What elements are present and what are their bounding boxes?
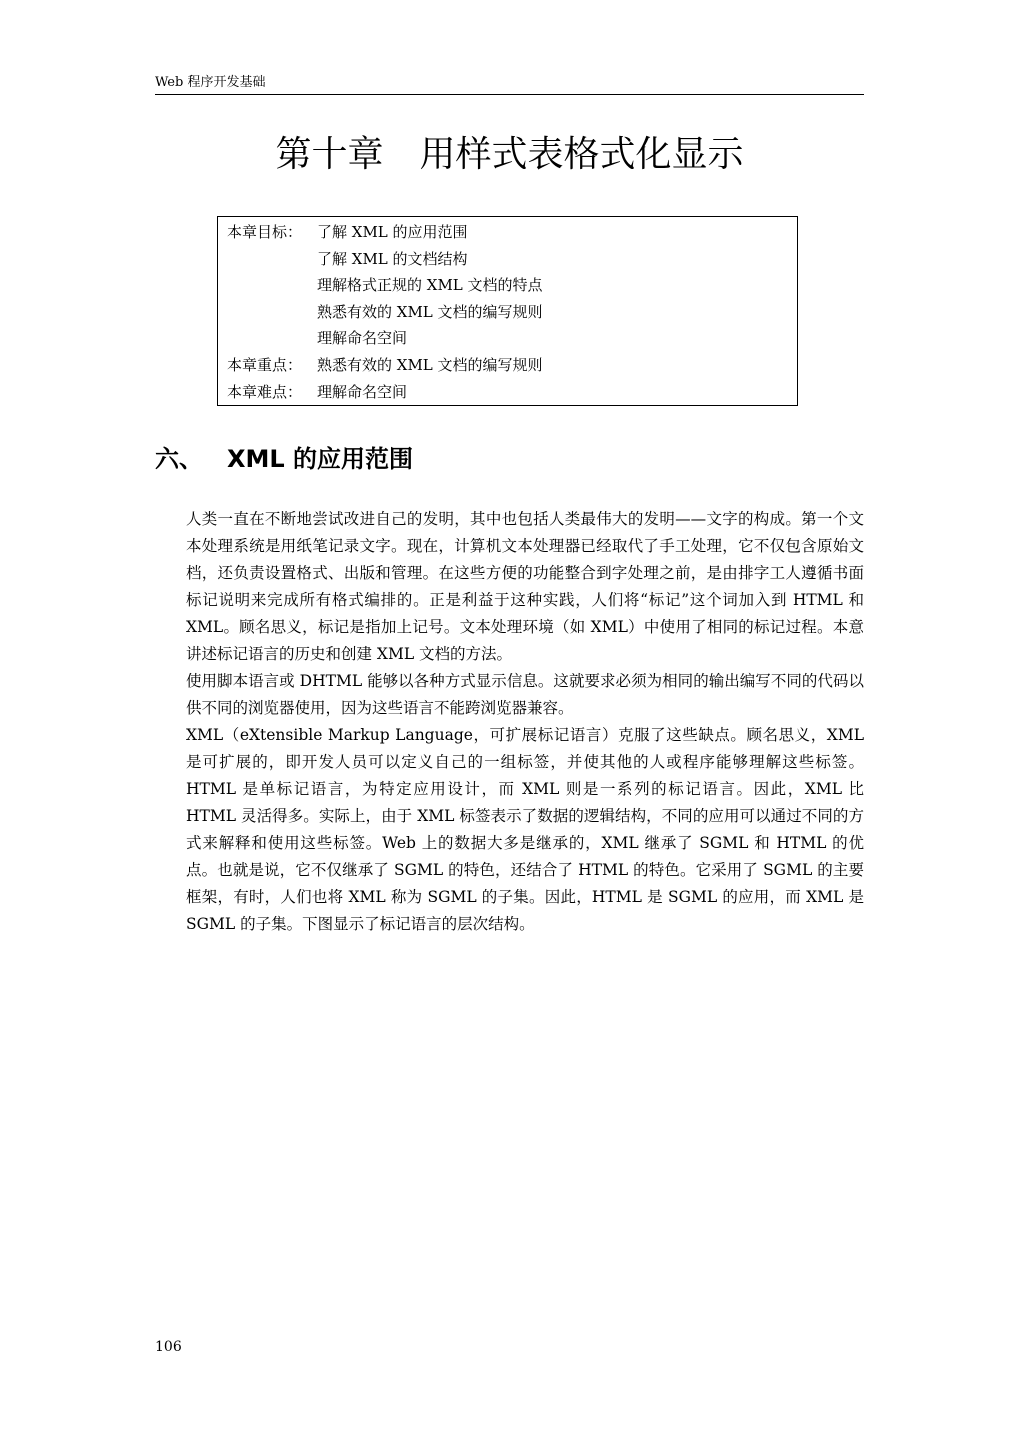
key-point-text: 熟悉有效的 XML 文档的编写规则: [317, 355, 543, 374]
page-number: 106: [155, 1339, 182, 1355]
goal-row: [227, 219, 797, 246]
goal-text: 了解 XML 的应用范围: [317, 223, 468, 241]
paragraph: 使用脚本语言或 DHTML 能够以各种方式显示信息。这就要求必须为相同的输出编写不同的代码以供不同的浏览器使用，因为这些语言不能跨浏览器兼容。: [186, 672, 864, 717]
section-number: 六、: [155, 445, 203, 473]
difficulty-text: 理解命名空间: [317, 382, 408, 401]
difficulty-label: 本章难点：: [227, 382, 303, 401]
goal-text: 熟悉有效的 XML 文档的编写规则: [317, 302, 543, 321]
goal-text: 理解命名空间: [317, 329, 408, 348]
section-heading: [155, 442, 413, 476]
section-title: XML 的应用范围: [227, 445, 414, 473]
body-text: [186, 506, 864, 938]
goal-text: 理解格式正规的 XML 文档的特点: [317, 276, 543, 295]
goal-row: [227, 325, 797, 352]
key-point-label: 本章重点：: [227, 355, 303, 374]
goal-text: 了解 XML 的文档结构: [317, 249, 468, 268]
goal-row: [227, 352, 797, 379]
goal-row: [227, 246, 797, 273]
running-header: Web 程序开发基础: [155, 74, 864, 95]
goal-row: [227, 379, 797, 406]
paragraph: 人类一直在不断地尝试改进自己的发明，其中也包括人类最伟大的发明——文字的构成。第一个文本处理系统是用纸笔记录文字。现在，计算机文本处理器已经取代了手工处理，它不仅包含原始文档，还负责设置格式、出版和管理。在这些方便的功能整合到字处理之前，是由排字工人遵循书面标记说明来完成所有格式编排的。正是利益于这种实践，人们将“标记”这个词加入到 HTML 和 XML。顾名思义，标记是指加上记号。文本处理环境（如 XML）中使用了相同的标记过程。本意讲述标记语言的历史和创建 XML 文档的方法。: [186, 510, 864, 663]
paragraph: XML（eXtensible Markup Language，可扩展标记语言）克服了这些缺点。顾名思义，XML 是可扩展的，即开发人员可以定义自己的一组标签，并使其他的人或程序能够理解这些标签。HTML 是单标记语言，为特定应用设计，而 XML 则是一系列的标记语言。因此，XML 比 HTML 灵活得多。实际上，由于 XML 标签表示了数据的逻辑结构，不同的应用可以通过不同的方式来解释和使用这些标签。Web 上的数据大多是继承的，XML 继承了 SGML 和 HTML 的优点。也就是说，它不仅继承了 SGML 的特色，还结合了 HTML 的特色。它采用了 SGML 的主要框架，有时，人们也将 XML 称为 SGML 的子集。因此，HTML 是 SGML 的应用，而 XML 是 SGML 的子集。下图显示了标记语言的层次结构。: [186, 726, 864, 933]
goal-label: 本章目标：: [227, 223, 303, 241]
chapter-title: 第十章 用样式表格式化显示: [275, 134, 744, 175]
chapter-goals-box: [217, 216, 798, 406]
goal-row: [227, 272, 797, 299]
goal-row: [227, 299, 797, 326]
